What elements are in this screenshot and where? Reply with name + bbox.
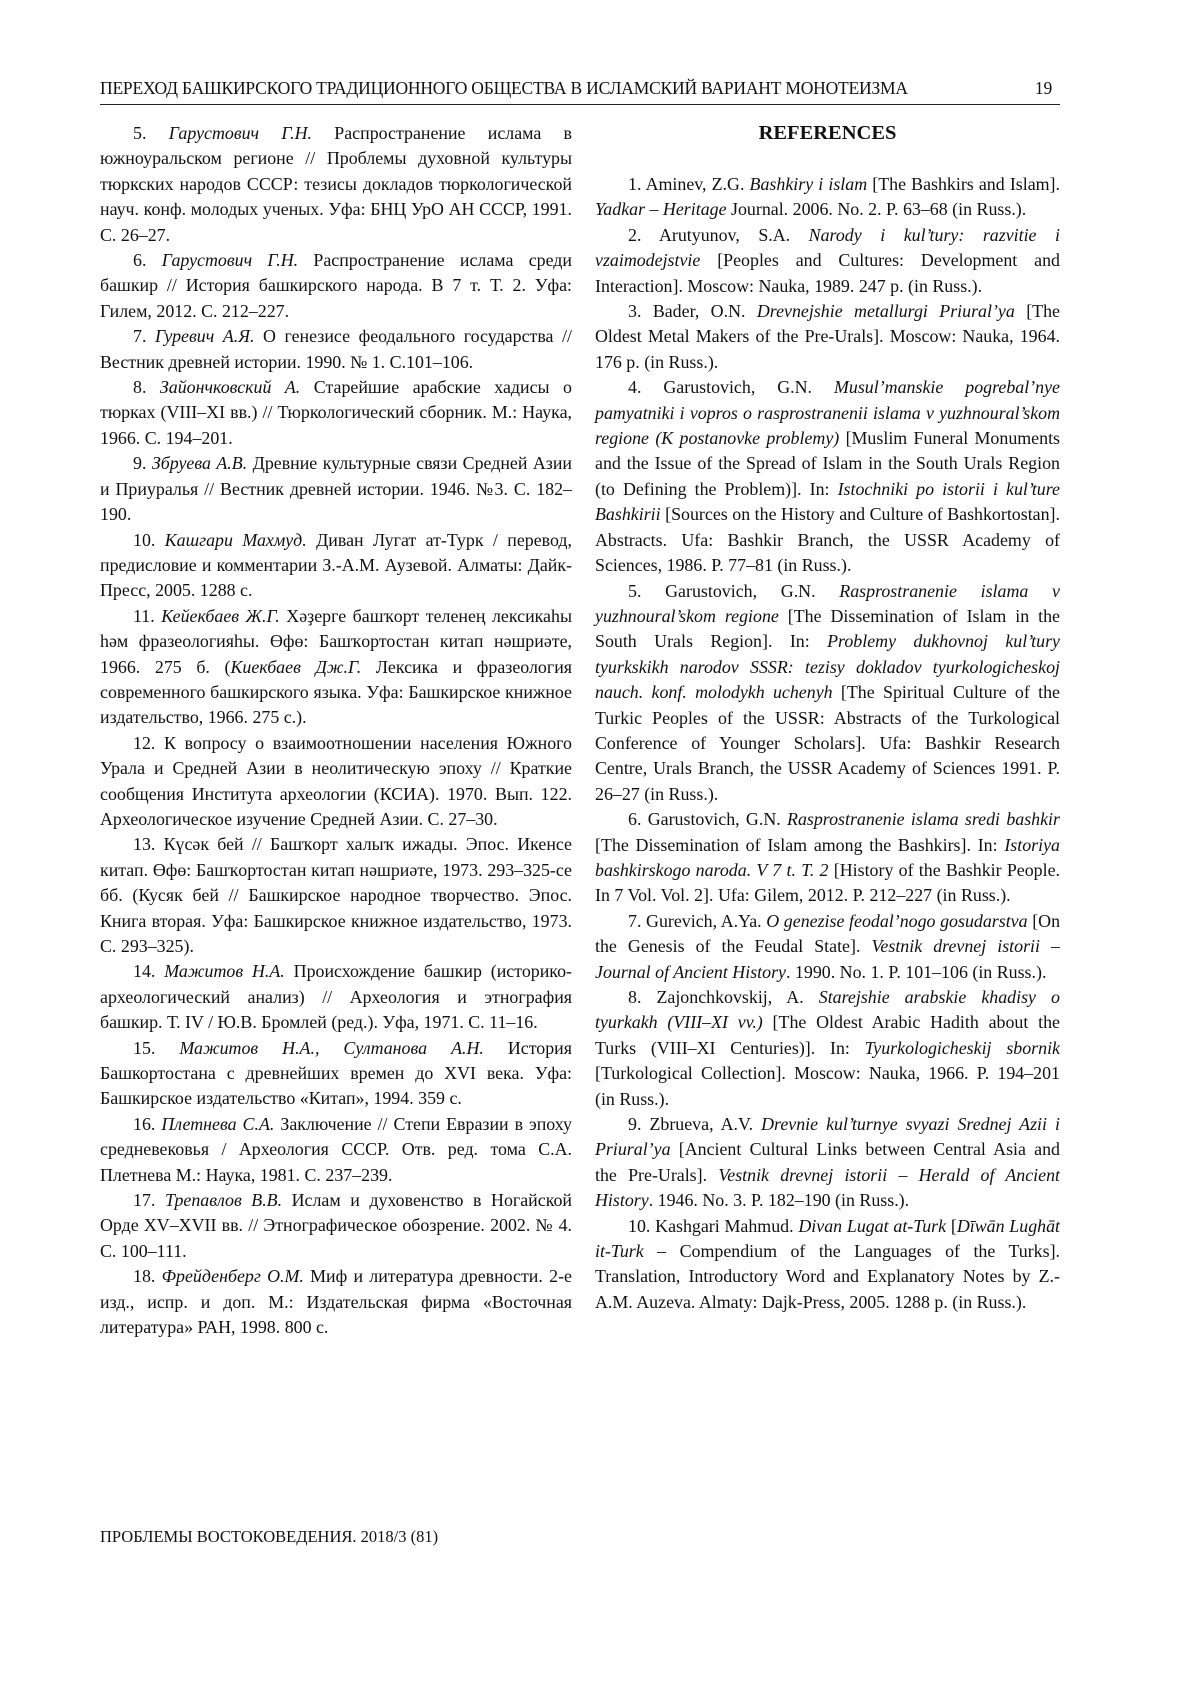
reference-source: Dīwān Lughāt it-Turk <box>595 1215 1060 1262</box>
reference-source: Vestnik drevnej istorii – Journal of Ancient History <box>595 936 1060 982</box>
reference-title: Musul’manskie pogrebal’nye pamyatniki i vopros o rasprostranenii islama v yuzhnoural’skom regione (K postanovke problemy) <box>595 377 1060 449</box>
reference-author: Кейекбаев Ж.Г. <box>161 605 280 626</box>
references-heading: REFERENCES <box>758 122 897 144</box>
reference-author: Мажитов Н.А. <box>164 961 285 982</box>
reference-source: Istochniki po istorii i kul’ture Bashkirii <box>595 478 1060 525</box>
reference-item: 10. Кашгари Махмуд. Диван Лугат ат-Турк / перевод, предисловие и комментарии З.-А.М. Аузевой. Алматы: Дайк-Пресс, 2005. 1288 с. <box>100 529 572 601</box>
reference-author: Фрейденберг О.М. <box>161 1266 304 1287</box>
reference-author: Гуревич А.Я. <box>155 326 255 347</box>
reference-item: 15. Мажитов Н.А., Султанова А.Н. История Башкортостана с древнейших времен до XVI века. Уфа: Башкирское издательство «Китап», 1994. 359 с. <box>100 1037 572 1109</box>
reference-source: Tyurkologicheskij sbornik <box>864 1037 1060 1058</box>
reference-item: 4. Garustovich, G.N. Musul’manskie pogrebal’nye pamyatniki i vopros o rasprostranenii islama v yuzhnoural’skom regione (K postanovke problemy) [Muslim Funeral Monuments and the Issue of the Spread of Islam in the South Urals Region (to Defining the Problem)]. In: Istochniki po istorii i kul’ture Bashkirii [Sources on the History and Culture of Bashkortostan]. Abstracts. Ufa: Bashkir Branch, the USSR Academy of Sciences, 1986. P. 77–81 (in Russ.). <box>595 377 1060 576</box>
page-number: 19 <box>1034 78 1052 98</box>
reference-item: 12. К вопросу о взаимоотношении населения Южного Урала и Средней Азии в неолитическую эпоху // Краткие сообщения Института археологии (КСИА). 1970. Вып. 122. Археологическое изучение Средней Азии. С. 27–30. <box>100 732 572 829</box>
reference-item: 9. Zbrueva, A.V. Drevnie kul’turnye svyazi Srednej Azii i Priural’ya [Ancient Cultural Links between Central Asia and the Pre-Urals]. Vestnik drevnej istorii – Herald of Ancient History. 1946. No. 3. P. 182–190 (in Russ.). <box>595 1114 1061 1211</box>
reference-source: Problemy dukhovnoj kul’tury tyurkskikh narodov SSSR: tezisy dokladov tyurkologicheskoj nauch. konf. molodykh uchenyh <box>595 631 1060 703</box>
reference-item: 7. Gurevich, A.Ya. O genezise feodal’nogo gosudarstva [On the Genesis of the Feudal State]. Vestnik drevnej istorii – Journal of Ancient History. 1990. No. 1. P. 101–106 (in Russ.). <box>595 910 1061 982</box>
reference-title: Rasprostranenie islama sredi bashkir <box>787 809 1060 830</box>
reference-source: Yadkar – Heritage <box>595 199 727 220</box>
reference-item: 14. Мажитов Н.А. Происхождение башкир (историко-археологический анализ) // Археология и этнография башкир. Т. IV / Ю.В. Бромлей (ред.). Уфа, 1971. С. 11–16. <box>100 961 572 1033</box>
reference-title: Drevnejshie metallurgi Priural’ya <box>756 301 1015 322</box>
reference-item: 13. Күсәк бей // Башҡорт халыҡ ижады. Эпос. Икенсе китап. Өфө: Башҡортостан китап нәшриәте, 1973. 293–325-се бб. (Кусяк бей // Башкирское народное творчество. Эпос. Книга вторая. Уфа: Башкирское книжное издательство, 1973. С. 293–325). <box>100 834 572 956</box>
reference-item: 8. Зайончковский А. Старейшие арабские хадисы о тюрках (VIII–XI вв.) // Тюркологический сборник. М.: Наука, 1966. С. 194–201. <box>100 377 572 448</box>
reference-item: 5. Гарустович Г.Н. Распространение ислама в южноуральском регионе // Проблемы духовной культуры тюркских народов СССР: тезисы докладов тюркологической науч. конф. молодых ученых. Уфа: БНЦ УрО АН СССР, 1991. С. 26–27. <box>100 123 572 245</box>
running-title: ПЕРЕХОД БАШКИРСКОГО ТРАДИЦИОННОГО ОБЩЕСТВА В ИСЛАМСКИЙ ВАРИАНТ МОНОТЕИЗМА <box>100 78 908 98</box>
reference-item: 9. Збруева А.В. Древние культурные связи Средней Азии и Приуралья // Вестник древней истории. 1946. №3. С. 182–190. <box>100 453 572 525</box>
reference-item: 11. Кейекбаев Ж.Г. Хәҙерге башҡорт теленең лексикаһы һәм фразеологияһы. Өфө: Башҡортостан китап нәшриәте, 1966. 275 б. (Киекбаев Дж.Г. Лексика и фразеология современного башкирского языка. Уфа: Башкирское книжное издательство, 1966. 275 с.). <box>100 605 572 728</box>
reference-source: Vestnik drevnej istorii – Herald of Ancient History <box>595 1164 1061 1211</box>
running-header <box>100 76 1060 105</box>
journal-footer: ПРОБЛЕМЫ ВОСТОКОВЕДЕНИЯ. 2018/3 (81) <box>100 1527 439 1546</box>
reference-item: 5. Garustovich, G.N. Rasprostranenie islama v yuzhnoural’skom regione [The Dissemination of Islam in the South Urals Region]. In: Problemy dukhovnoj kul’tury tyurkskikh narodov SSSR: tezisy dokladov tyurkologicheskoj nauch. konf. molodykh uchenyh [The Spiritual Culture of the Turkic Peoples of the USSR: Abstracts of the Turkological Conference of Younger Scholars]. Ufa: Bashkir Research Centre, Urals Branch, the USSR Academy of Sciences 1991. P. 26–27 (in Russ.). <box>595 580 1061 804</box>
reference-item: 8. Zajonchkovskij, A. Starejshie arabskie khadisy o tyurkakh (VIII–XI vv.) [The Oldest Arabic Hadith about the Turks (VIII–XI Centuries)]. In: Tyurkologicheskij sbornik [Turkological Collection]. Moscow: Nauka, 1966. P. 194–201 (in Russ.). <box>595 987 1060 1109</box>
reference-title: O genezise feodal’nogo gosudarstva <box>766 910 1028 931</box>
reference-author: Зайончковский А. <box>159 377 301 398</box>
reference-title: Divan Lugat at-Turk <box>798 1215 947 1236</box>
reference-item: 7. Гуревич А.Я. О генезисе феодального государства // Вестник древней истории. 1990. № 1. С.101–106. <box>100 326 572 372</box>
reference-title: Drevnie kul’turnye svyazi Srednej Azii i Priural’ya <box>595 1114 1060 1160</box>
reference-title: Narody i kul’tury: razvitie i vzaimodejstvie <box>595 224 1060 271</box>
reference-item: 2. Arutyunov, S.A. Narody i kul’tury: razvitie i vzaimodejstvie [Peoples and Cultures: Development and Interaction]. Moscow: Nauka, 1989. 247 p. (in Russ.). <box>595 224 1060 296</box>
reference-source: Istoriya bashkirskogo naroda. V 7 t. T. 2 <box>595 834 1060 880</box>
reference-author: Плетнева С.А. <box>161 1113 275 1134</box>
reference-title: Bashkiry i islam <box>749 174 868 194</box>
reference-author: Мажитов Н.А., Султанова А.Н. <box>179 1037 484 1058</box>
reference-item: 10. Kashgari Mahmud. Divan Lugat at-Turk [Dīwān Lughāt it-Turk – Compendium of the Languages of the Turks]. Translation, Introductory Word and Explanatory Notes by Z.-A.M. Auzeva. Almaty: Dajk-Press, 2005. 1288 p. (in Russ.). <box>595 1215 1060 1312</box>
reference-author: Гарустович Г.Н. <box>168 123 313 143</box>
reference-author: Киекбаев Дж.Г. <box>230 656 362 677</box>
reference-item: 16. Плетнева С.А. Заключение // Степи Евразии в эпоху средневековья / Археология СССР. Отв. ред. тома С.А. Плетнева М.: Наука, 1981. С. 237–239. <box>100 1113 572 1185</box>
reference-item: 3. Bader, O.N. Drevnejshie metallurgi Priural’ya [The Oldest Metal Makers of the Pre-Urals]. Moscow: Nauka, 1964. 176 p. (in Russ.). <box>595 301 1060 372</box>
left-column-references <box>100 121 572 1341</box>
reference-author: Гарустович Г.Н. <box>161 250 299 271</box>
reference-title: Starejshie arabskie khadisy o tyurkakh (VIII–XI vv.) <box>595 987 1060 1033</box>
reference-author: Кашгари Махмуд. <box>164 529 307 550</box>
reference-item: 6. Гарустович Г.Н. Распространение ислама среди башкир // История башкирского народа. В 7 т. Т. 2. Уфа: Гилем, 2012. С. 212–227. <box>100 250 572 321</box>
reference-title: Rasprostranenie islama v yuzhnoural’skom regione <box>595 580 1060 626</box>
reference-item: 1. Aminev, Z.G. Bashkiry i islam [The Bashkirs and Islam]. Yadkar – Heritage Journal. 2006. No. 2. P. 63–68 (in Russ.). <box>595 174 1060 220</box>
right-column-references <box>595 121 1060 1315</box>
reference-item: 17. Трепавлов В.В. Ислам и духовенство в Ногайской Орде XV–XVII вв. // Этнографическое обозрение. 2002. № 4. С. 100–111. <box>100 1190 572 1261</box>
reference-author: Збруева А.В. <box>151 453 248 474</box>
reference-item: 18. Фрейденберг О.М. Миф и литература древности. 2-е изд., испр. и доп. М.: Издательская фирма «Восточная литература» РАН, 1998. 800 с. <box>100 1266 572 1338</box>
reference-author: Трепавлов В.В. <box>164 1190 283 1211</box>
reference-item: 6. Garustovich, G.N. Rasprostranenie islama sredi bashkir [The Dissemination of Islam among the Bashkirs]. In: Istoriya bashkirskogo naroda. V 7 t. T. 2 [History of the Bashkir People. In 7 Vol. Vol. 2]. Ufa: Gilem, 2012. P. 212–227 (in Russ.). <box>595 809 1061 906</box>
